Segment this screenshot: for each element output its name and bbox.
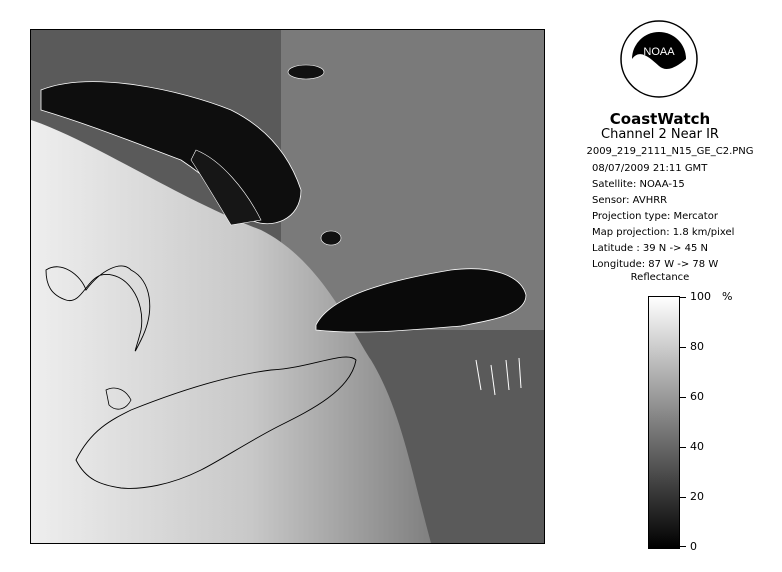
colorbar-tick-label: 20: [690, 490, 704, 503]
projection-type: Projection type: Mercator: [592, 211, 718, 222]
longitude: Longitude: 87 W -> 78 W: [592, 259, 719, 270]
channel-label: Channel 2 Near IR: [601, 127, 719, 142]
colorbar-tick: [680, 297, 686, 298]
colorbar-tick-label: 40: [690, 440, 704, 453]
colorbar-tick: [680, 546, 686, 547]
program-name: CoastWatch: [609, 110, 711, 128]
colorbar-tick: [680, 347, 686, 348]
colorbar-tick: [680, 447, 686, 448]
map-canvas: [31, 30, 544, 543]
satellite: Satellite: NOAA-15: [592, 179, 685, 190]
colorbar-tick-label: 100: [690, 290, 711, 303]
colorbar-title: Reflectance: [630, 272, 690, 283]
datetime: 08/07/2009 21:11 GMT: [592, 163, 708, 174]
colorbar-tick-label: 0: [690, 540, 697, 553]
filename: 2009_219_2111_N15_GE_C2.PNG: [586, 146, 754, 157]
colorbar-tick: [680, 397, 686, 398]
colorbar: [648, 296, 680, 549]
colorbar-tick-label: 60: [690, 390, 704, 403]
lake-simcoe: [321, 231, 341, 245]
latitude: Latitude : 39 N -> 45 N: [592, 243, 708, 254]
colorbar-tick: [680, 497, 686, 498]
colorbar-tick-label: 80: [690, 340, 704, 353]
northern-lake: [288, 65, 324, 79]
satellite-image: [30, 29, 545, 544]
sensor: Sensor: AVHRR: [592, 195, 668, 206]
logo-text: NOAA: [643, 46, 675, 58]
map-projection: Map projection: 1.8 km/pixel: [592, 227, 735, 238]
noaa-logo: [620, 20, 698, 98]
colorbar-unit: %: [722, 290, 733, 303]
